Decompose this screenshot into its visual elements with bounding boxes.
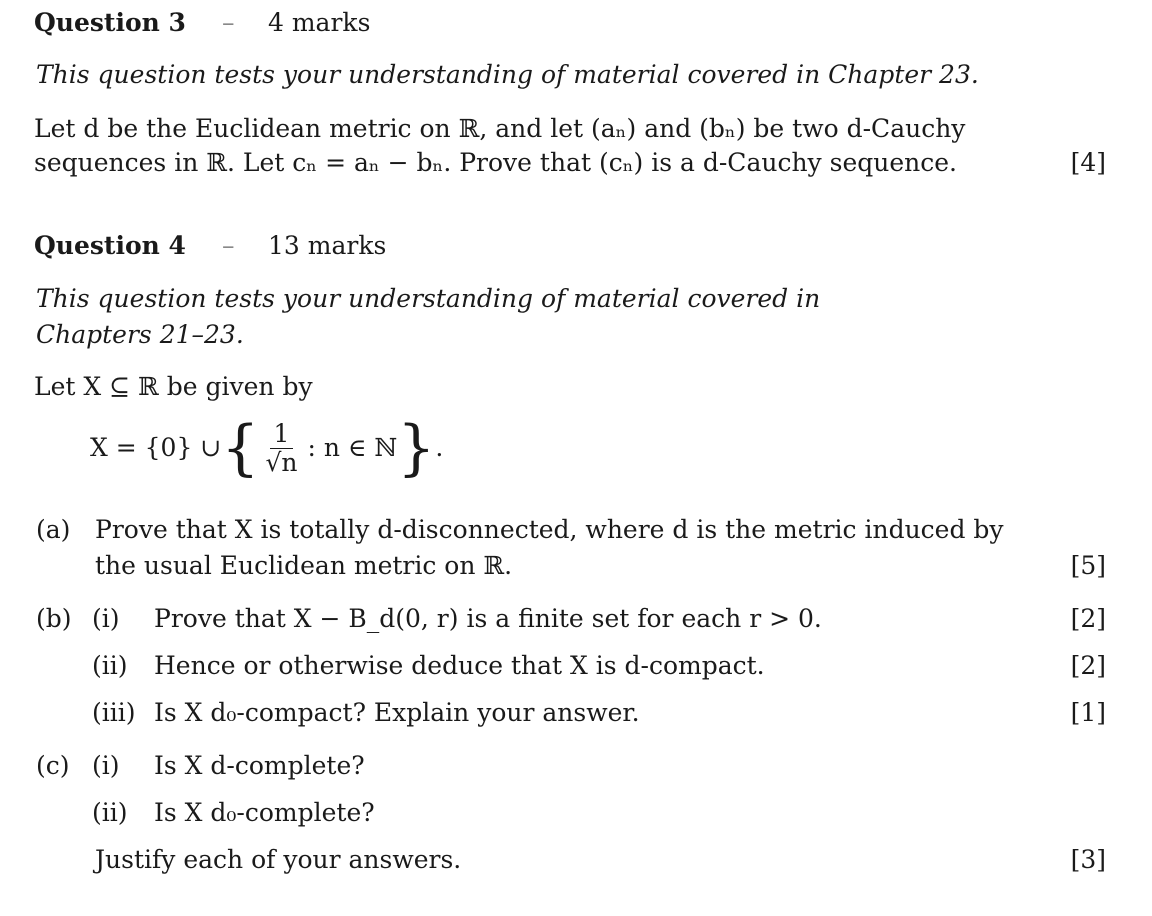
set-condition: : n ∈ ℕ [307, 433, 398, 462]
part-c-i-label: (i) [92, 751, 120, 780]
part-b-i-mark: [2] [1070, 604, 1106, 633]
question-4-dash: – [222, 231, 235, 260]
part-c-label: (c) [36, 751, 70, 780]
right-brace-icon: } [397, 413, 436, 483]
part-c-ii-label: (ii) [92, 798, 128, 827]
question-3-dash: – [222, 8, 235, 37]
part-b-ii-text: Hence or otherwise deduce that X is d-compact. [154, 651, 765, 680]
part-c-justify-text: Justify each of your answers. [95, 845, 462, 874]
question-3-marks-label: 4 marks [268, 8, 371, 37]
part-a-mark: [5] [1070, 551, 1106, 580]
part-b-iii-label: (iii) [92, 698, 136, 727]
question-3-body-line-2: sequences in ℝ. Let cₙ = aₙ − bₙ. Prove that (cₙ) is a d-Cauchy sequence. [34, 148, 957, 177]
question-4-let-line: Let X ⊆ ℝ be given by [34, 372, 313, 401]
question-3-body-line-1: Let d be the Euclidean metric on ℝ, and let (aₙ) and (bₙ) be two d-Cauchy [34, 114, 966, 143]
part-b-iii-text: Is X d₀-compact? Explain your answer. [154, 698, 640, 727]
part-a-text-line-1: Prove that X is totally d-disconnected, where d is the metric induced by [95, 515, 1004, 544]
part-c-ii-text: Is X d₀-complete? [154, 798, 375, 827]
question-4-title: Question 4 [34, 231, 186, 260]
part-b-ii-label: (ii) [92, 651, 128, 680]
left-brace-icon: { [221, 413, 260, 483]
set-definition-lhs: X = {0} ∪ [90, 433, 222, 462]
part-a-text-line-2: the usual Euclidean metric on ℝ. [95, 551, 513, 580]
question-3-mark: [4] [1070, 148, 1106, 177]
part-b-ii-mark: [2] [1070, 651, 1106, 680]
part-a-label: (a) [36, 515, 71, 544]
part-b-i-label: (i) [92, 604, 120, 633]
question-4-intro-line-2: Chapters 21–23. [36, 320, 244, 349]
part-b-i-text: Prove that X − B_d(0, r) is a finite set for each r > 0. [154, 604, 822, 633]
set-definition [90, 413, 444, 483]
part-c-mark: [3] [1070, 845, 1106, 874]
question-4-marks-label: 13 marks [268, 231, 387, 260]
set-definition-end: . [435, 433, 444, 462]
question-3-title: Question 3 [34, 8, 186, 37]
part-b-label: (b) [36, 604, 72, 633]
part-b-iii-mark: [1] [1070, 698, 1106, 727]
fraction-denominator: √n [265, 447, 298, 477]
question-3-intro: This question tests your understanding of material covered in Chapter 23. [36, 60, 979, 89]
fraction-numerator: 1 [270, 420, 294, 449]
part-c-i-text: Is X d-complete? [154, 751, 365, 780]
question-4-intro-line-1: This question tests your understanding of material covered in [36, 284, 821, 313]
fraction [261, 420, 301, 476]
